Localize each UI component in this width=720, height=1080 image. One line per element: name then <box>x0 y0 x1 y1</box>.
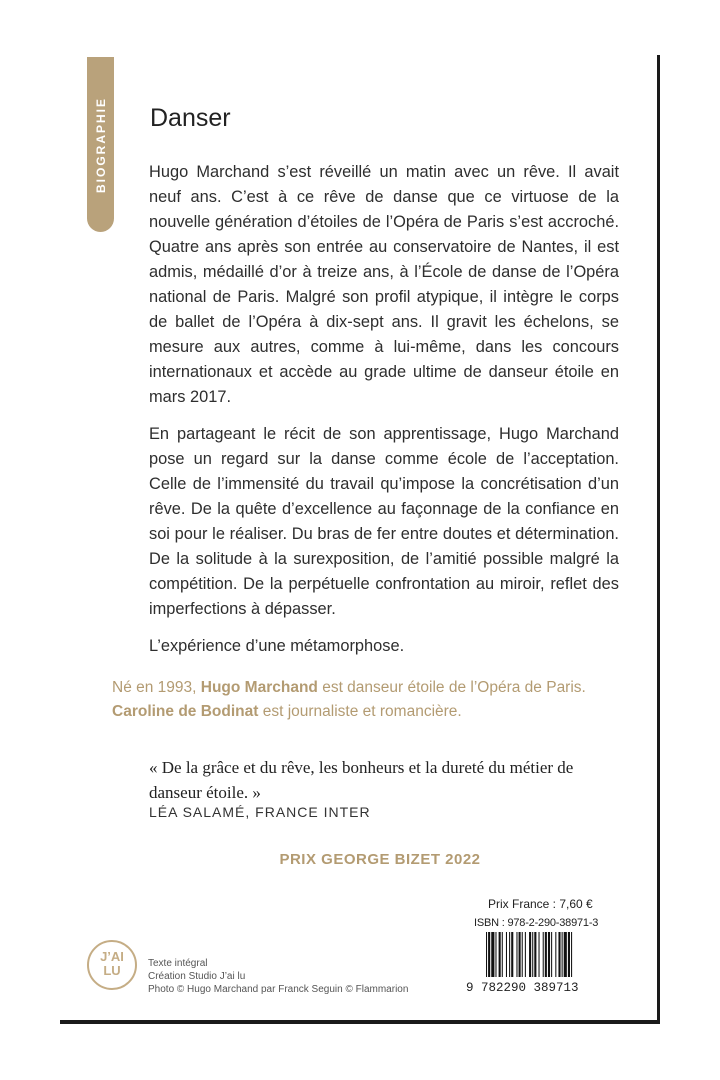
credit-line: Création Studio J’ai lu <box>148 971 246 982</box>
bio-line-1 <box>112 676 672 700</box>
credit-line: Texte intégral <box>148 958 208 969</box>
bio-text: Né en 1993, <box>112 679 201 696</box>
credit-line: Photo © Hugo Marchand par Franck Seguin © Flammarion <box>148 984 409 995</box>
category-label: BIOGRAPHIE <box>93 96 108 193</box>
credits <box>148 957 408 996</box>
bio-text: est danseur étoile de l’Opéra de Paris. <box>317 679 586 696</box>
logo-text: J’AI <box>100 949 124 964</box>
summary-paragraph-1: Hugo Marchand s’est réveillé un matin avec un rêve. Il avait neuf ans. C’est à ce rêve de danse que ce virtuose de la nouvelle génération d’étoiles de l’Opéra de Paris s’est accroché. Quatre ans après son entrée au conservatoire de Nantes, il est admis, médaillé d’or à treize ans, à l’École de danse de l’Opéra national de Paris. Malgré son profil atypique, il intègre le corps de ballet de l’Opéra à dix-sept ans. Il gravit les échelons, se mesure aux autres, comme à lui-même, dans les concours internationaux et accède au grade ultime de danseur étoile en mars 2017. <box>149 163 619 406</box>
barcode-digits: 9 782290 389713 <box>466 981 579 995</box>
barcode <box>484 932 648 987</box>
coauthor-name: Caroline de Bodinat <box>112 703 259 720</box>
summary-paragraph-3: L’expérience d’une métamorphose. <box>149 637 405 655</box>
bio-text: est journaliste et romancière. <box>258 703 462 720</box>
bio-line-2 <box>112 700 672 724</box>
isbn: ISBN : 978-2-290-38971-3 <box>474 917 599 929</box>
summary <box>149 160 619 671</box>
category-tab <box>87 57 114 232</box>
logo-text: LU <box>103 963 121 978</box>
prize-label: PRIX GEORGE BIZET 2022 <box>279 851 481 868</box>
price: Prix France : 7,60 € <box>488 897 593 911</box>
author-bio <box>112 676 672 724</box>
author-name: Hugo Marchand <box>200 679 318 696</box>
summary-paragraph-2: En partageant le récit de son apprentissage, Hugo Marchand pose un regard sur la danse comme école de l’acceptation. Celle de l’immensité du travail qu’impose la concrétisation d’un rêve. De la quête d’excellence au façonnage de la confiance en soi pour le réaliser. Du bras de fer entre doutes et détermination. De la solitude à la surexposition, de l’amitié possible malgré la compétition. De la perpétuelle confrontation au miroir, reflet des imperfections à dépasser. <box>149 425 619 618</box>
press-quote: « De la grâce et du rêve, les bonheurs et la dureté du métier de danseur étoile. » <box>149 758 574 802</box>
quote-source: LÉA SALAMÉ, FRANCE INTER <box>149 804 371 820</box>
publisher-logo <box>87 940 137 990</box>
book-title: Danser <box>150 104 231 132</box>
